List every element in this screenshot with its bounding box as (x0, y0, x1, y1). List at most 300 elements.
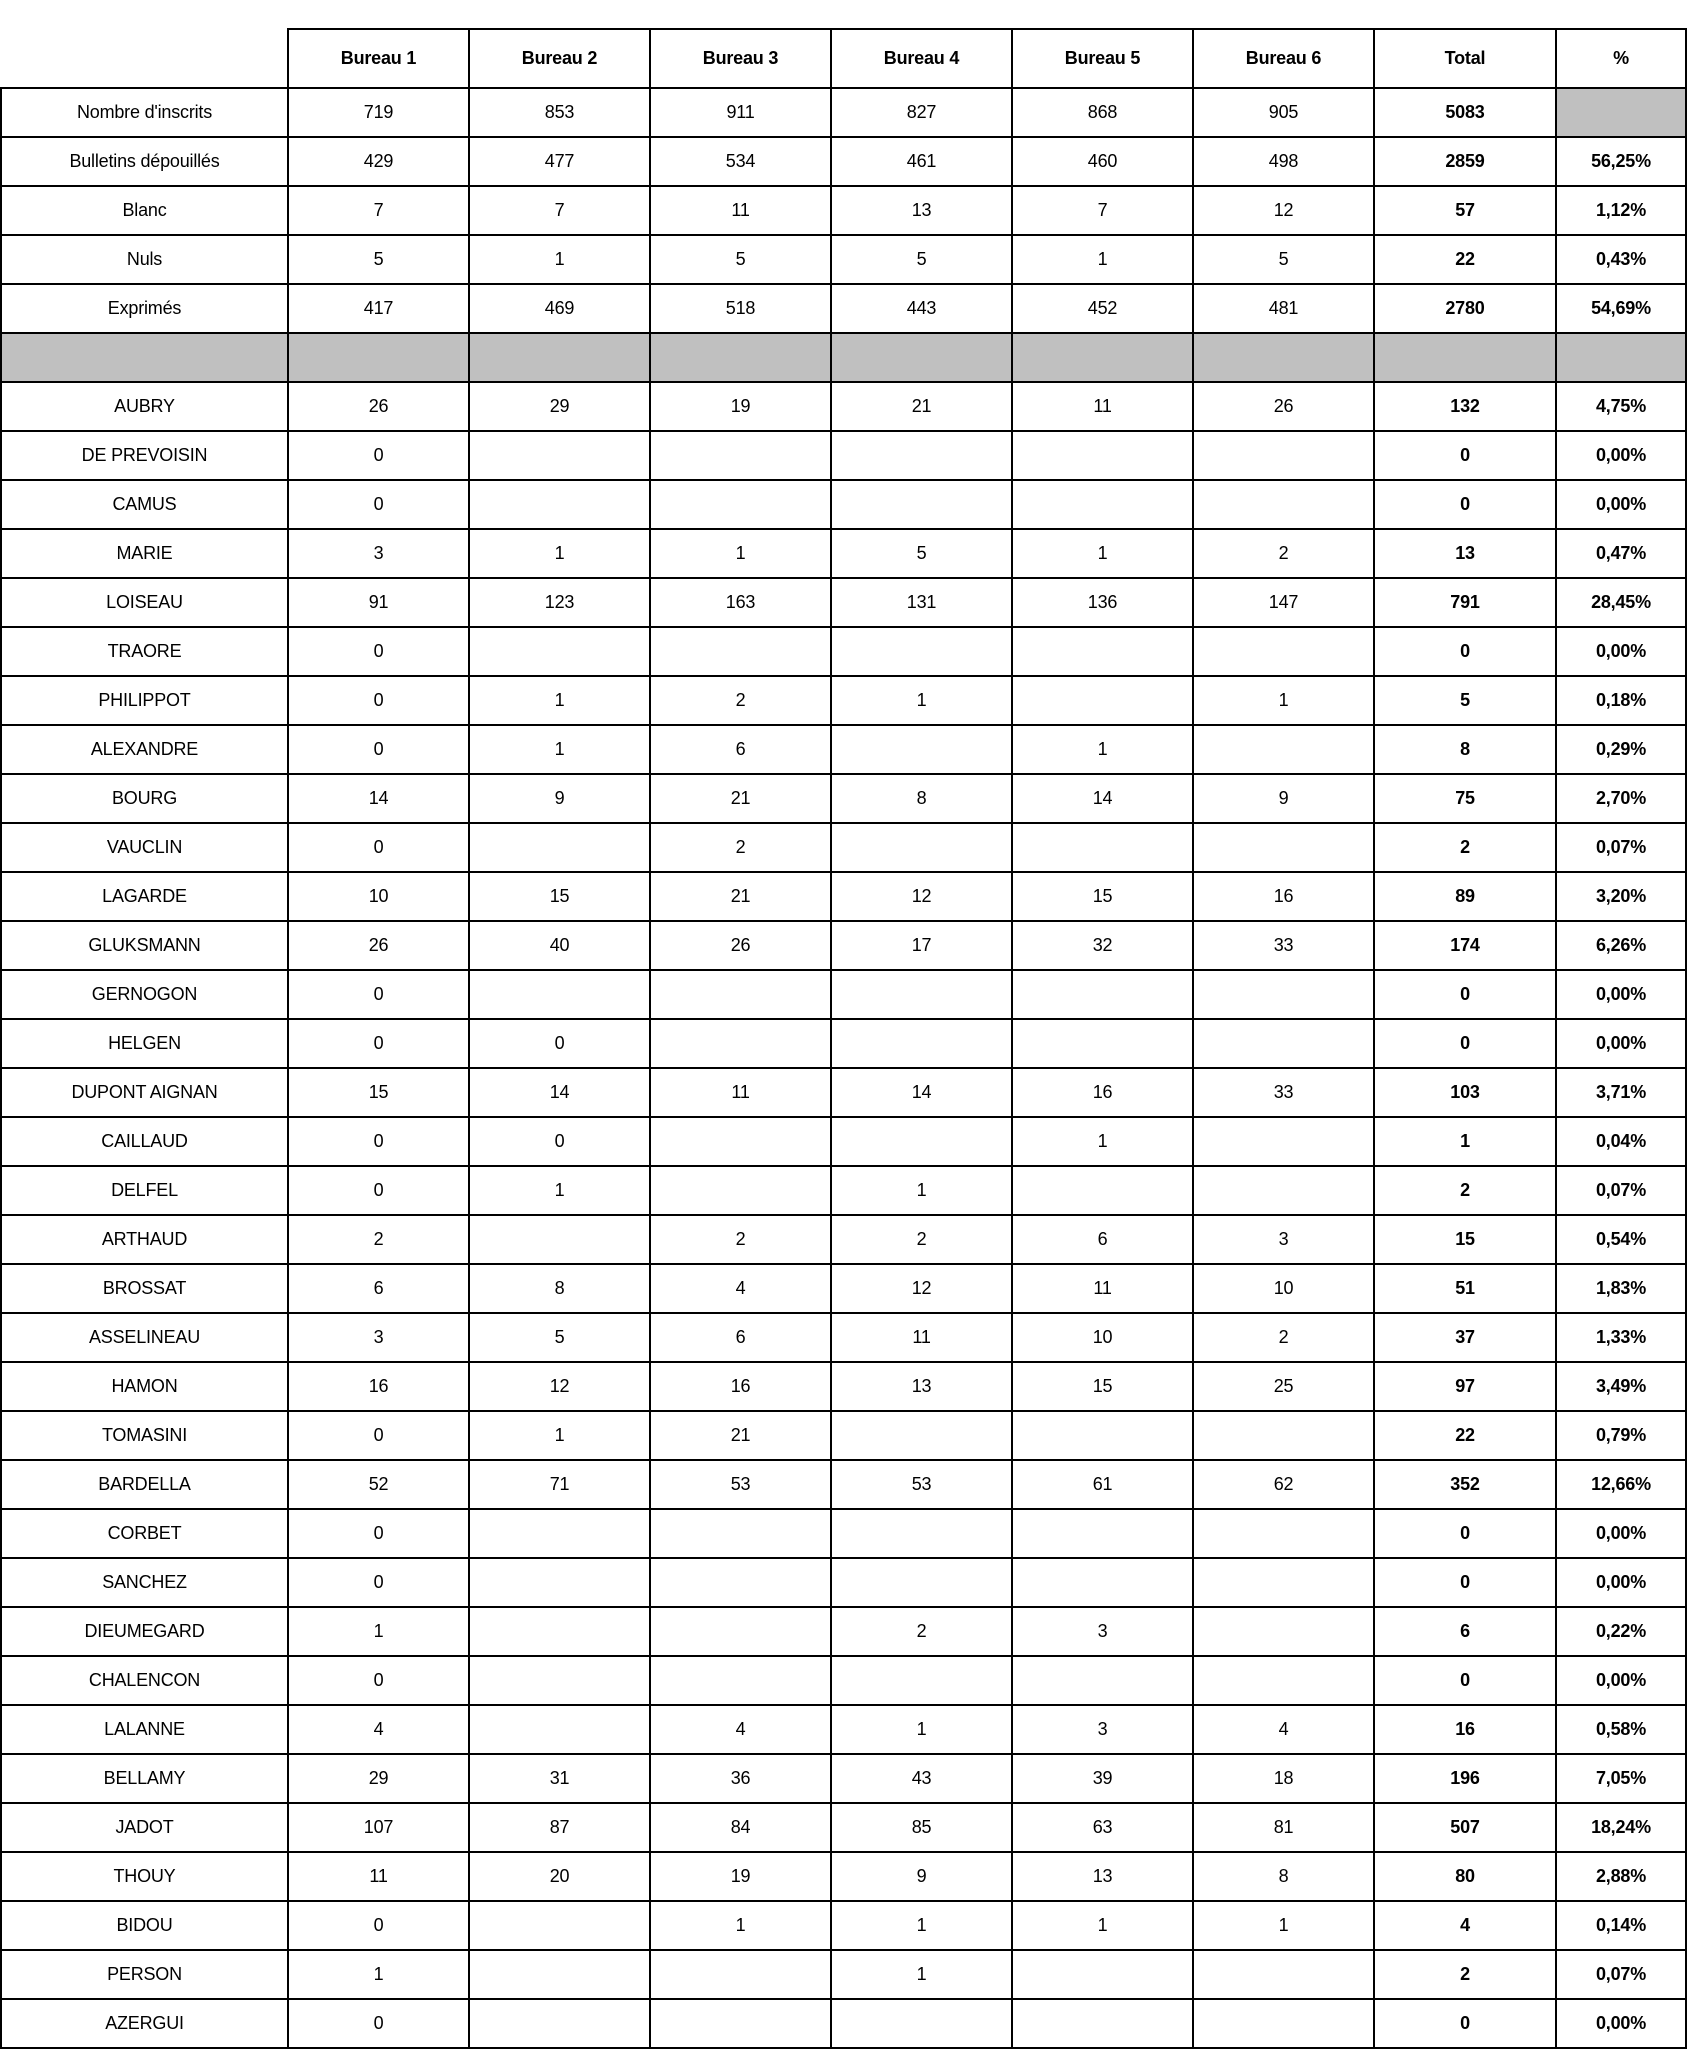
percent-cell: 0,00% (1556, 1019, 1686, 1068)
bureau-4-cell: 11 (831, 1313, 1012, 1362)
row-label: BIDOU (1, 1901, 288, 1950)
row-label: Nombre d'inscrits (1, 88, 288, 137)
row-label: CAMUS (1, 480, 288, 529)
bureau-4-cell (831, 1411, 1012, 1460)
percent-cell: 0,47% (1556, 529, 1686, 578)
candidate-row (1, 921, 1686, 970)
total-cell: 0 (1374, 431, 1556, 480)
bureau-5-cell: 868 (1012, 88, 1193, 137)
bureau-4-cell: 13 (831, 1362, 1012, 1411)
bureau-4-cell (831, 1558, 1012, 1607)
candidate-row (1, 1019, 1686, 1068)
total-cell: 0 (1374, 480, 1556, 529)
bureau-5-cell: 452 (1012, 284, 1193, 333)
bureau-1-cell: 0 (288, 970, 469, 1019)
bureau-1-cell: 0 (288, 1166, 469, 1215)
bureau-2-cell (469, 1656, 650, 1705)
bureau-5-cell: 7 (1012, 186, 1193, 235)
row-label: TOMASINI (1, 1411, 288, 1460)
bureau-4-cell: 131 (831, 578, 1012, 627)
bureau-6-cell: 9 (1193, 774, 1374, 823)
total-cell: 2 (1374, 1166, 1556, 1215)
row-label: PERSON (1, 1950, 288, 1999)
bureau-2-cell: 5 (469, 1313, 650, 1362)
bureau-5-cell: 1 (1012, 1901, 1193, 1950)
bureau-4-cell: 53 (831, 1460, 1012, 1509)
bureau-5-cell: 16 (1012, 1068, 1193, 1117)
candidate-row (1, 1215, 1686, 1264)
candidate-row (1, 1362, 1686, 1411)
bureau-5-cell (1012, 480, 1193, 529)
row-label: ALEXANDRE (1, 725, 288, 774)
bureau-6-cell (1193, 1558, 1374, 1607)
bureau-6-cell: 481 (1193, 284, 1374, 333)
bureau-1-cell: 26 (288, 382, 469, 431)
bureau-3-cell: 163 (650, 578, 831, 627)
bureau-1-cell: 417 (288, 284, 469, 333)
candidate-row (1, 872, 1686, 921)
candidate-row (1, 970, 1686, 1019)
separator-cell (1, 333, 288, 382)
bureau-1-cell: 16 (288, 1362, 469, 1411)
bureau-6-cell (1193, 823, 1374, 872)
row-label: TRAORE (1, 627, 288, 676)
candidate-row (1, 1999, 1686, 2048)
bureau-5-cell (1012, 1558, 1193, 1607)
total-cell: 22 (1374, 235, 1556, 284)
bureau-6-cell: 8 (1193, 1852, 1374, 1901)
row-label: BELLAMY (1, 1754, 288, 1803)
row-label: BROSSAT (1, 1264, 288, 1313)
percent-cell: 0,07% (1556, 1166, 1686, 1215)
bureau-6-cell: 16 (1193, 872, 1374, 921)
bureau-3-cell: 84 (650, 1803, 831, 1852)
bureau-6-cell: 2 (1193, 1313, 1374, 1362)
candidate-row (1, 1754, 1686, 1803)
percent-cell: 28,45% (1556, 578, 1686, 627)
row-label: Exprimés (1, 284, 288, 333)
candidate-row (1, 1901, 1686, 1950)
percent-cell: 0,00% (1556, 1999, 1686, 2048)
bureau-3-cell: 19 (650, 1852, 831, 1901)
candidate-row (1, 1264, 1686, 1313)
bureau-4-cell: 1 (831, 676, 1012, 725)
bureau-4-cell (831, 970, 1012, 1019)
percent-cell: 56,25% (1556, 137, 1686, 186)
bureau-4-cell: 827 (831, 88, 1012, 137)
total-cell: 1 (1374, 1117, 1556, 1166)
bureau-6-cell (1193, 1117, 1374, 1166)
bureau-2-cell: 1 (469, 1411, 650, 1460)
candidate-row (1, 480, 1686, 529)
candidate-row (1, 1117, 1686, 1166)
percent-cell: 6,26% (1556, 921, 1686, 970)
bureau-3-cell: 5 (650, 235, 831, 284)
bureau-1-cell: 15 (288, 1068, 469, 1117)
bureau-5-cell: 39 (1012, 1754, 1193, 1803)
row-label: JADOT (1, 1803, 288, 1852)
bureau-2-cell: 12 (469, 1362, 650, 1411)
bureau-3-cell: 518 (650, 284, 831, 333)
row-label: Bulletins dépouillés (1, 137, 288, 186)
percent-cell: 4,75% (1556, 382, 1686, 431)
total-cell: 103 (1374, 1068, 1556, 1117)
bureau-6-cell (1193, 970, 1374, 1019)
bureau-6-cell: 18 (1193, 1754, 1374, 1803)
bureau-5-cell: 6 (1012, 1215, 1193, 1264)
bureau-1-cell: 1 (288, 1607, 469, 1656)
header-row (1, 29, 1686, 88)
bureau-3-cell: 911 (650, 88, 831, 137)
bureau-4-cell (831, 1019, 1012, 1068)
total-cell: 6 (1374, 1607, 1556, 1656)
bureau-5-cell (1012, 1019, 1193, 1068)
bureau-3-cell: 11 (650, 186, 831, 235)
bureau-4-cell: 13 (831, 186, 1012, 235)
percent-cell: 7,05% (1556, 1754, 1686, 1803)
row-label: SANCHEZ (1, 1558, 288, 1607)
percent-cell: 0,58% (1556, 1705, 1686, 1754)
total-cell: 196 (1374, 1754, 1556, 1803)
bureau-6-cell (1193, 1166, 1374, 1215)
total-cell: 2 (1374, 1950, 1556, 1999)
column-header-bureau-1: Bureau 1 (288, 29, 469, 88)
total-cell: 5 (1374, 676, 1556, 725)
percent-cell: 0,18% (1556, 676, 1686, 725)
bureau-1-cell: 0 (288, 1999, 469, 2048)
candidate-row (1, 676, 1686, 725)
column-header-bureau-5: Bureau 5 (1012, 29, 1193, 88)
bureau-3-cell: 53 (650, 1460, 831, 1509)
row-label: AZERGUI (1, 1999, 288, 2048)
percent-cell: 1,12% (1556, 186, 1686, 235)
bureau-1-cell: 3 (288, 529, 469, 578)
total-cell: 352 (1374, 1460, 1556, 1509)
percent-cell: 1,83% (1556, 1264, 1686, 1313)
bureau-4-cell: 9 (831, 1852, 1012, 1901)
summary-row (1, 186, 1686, 235)
candidate-row (1, 431, 1686, 480)
bureau-2-cell: 123 (469, 578, 650, 627)
row-label: HAMON (1, 1362, 288, 1411)
bureau-3-cell (650, 627, 831, 676)
total-cell: 97 (1374, 1362, 1556, 1411)
total-cell: 4 (1374, 1901, 1556, 1950)
bureau-3-cell: 6 (650, 725, 831, 774)
percent-cell: 0,00% (1556, 1509, 1686, 1558)
candidate-row (1, 1558, 1686, 1607)
bureau-2-cell: 1 (469, 235, 650, 284)
bureau-1-cell: 29 (288, 1754, 469, 1803)
bureau-6-cell: 498 (1193, 137, 1374, 186)
bureau-1-cell: 0 (288, 1117, 469, 1166)
bureau-5-cell: 1 (1012, 1117, 1193, 1166)
bureau-5-cell (1012, 1411, 1193, 1460)
candidate-row (1, 578, 1686, 627)
candidate-row (1, 529, 1686, 578)
percent-cell: 3,20% (1556, 872, 1686, 921)
bureau-5-cell (1012, 1656, 1193, 1705)
row-label: HELGEN (1, 1019, 288, 1068)
bureau-5-cell: 1 (1012, 725, 1193, 774)
bureau-3-cell: 16 (650, 1362, 831, 1411)
bureau-1-cell: 11 (288, 1852, 469, 1901)
bureau-5-cell: 61 (1012, 1460, 1193, 1509)
bureau-3-cell: 21 (650, 872, 831, 921)
bureau-1-cell: 429 (288, 137, 469, 186)
bureau-2-cell: 71 (469, 1460, 650, 1509)
candidate-row (1, 1411, 1686, 1460)
row-label: CAILLAUD (1, 1117, 288, 1166)
bureau-5-cell: 15 (1012, 872, 1193, 921)
bureau-2-cell (469, 1558, 650, 1607)
bureau-3-cell: 11 (650, 1068, 831, 1117)
candidate-row (1, 1705, 1686, 1754)
total-cell: 0 (1374, 1656, 1556, 1705)
bureau-4-cell (831, 1656, 1012, 1705)
bureau-2-cell: 469 (469, 284, 650, 333)
bureau-4-cell (831, 1117, 1012, 1166)
bureau-5-cell: 11 (1012, 1264, 1193, 1313)
bureau-5-cell: 13 (1012, 1852, 1193, 1901)
percent-cell (1556, 88, 1686, 137)
bureau-4-cell: 1 (831, 1705, 1012, 1754)
row-label: DIEUMEGARD (1, 1607, 288, 1656)
bureau-3-cell: 2 (650, 1215, 831, 1264)
bureau-3-cell (650, 1166, 831, 1215)
bureau-2-cell (469, 1215, 650, 1264)
bureau-6-cell (1193, 1950, 1374, 1999)
bureau-3-cell: 21 (650, 774, 831, 823)
bureau-3-cell (650, 1509, 831, 1558)
bureau-4-cell: 85 (831, 1803, 1012, 1852)
row-label: GLUKSMANN (1, 921, 288, 970)
candidate-row (1, 1166, 1686, 1215)
separator-cell (469, 333, 650, 382)
bureau-4-cell (831, 1999, 1012, 2048)
separator-cell (650, 333, 831, 382)
bureau-6-cell: 3 (1193, 1215, 1374, 1264)
summary-section (1, 88, 1686, 333)
bureau-2-cell (469, 1901, 650, 1950)
row-label: LOISEAU (1, 578, 288, 627)
bureau-1-cell: 6 (288, 1264, 469, 1313)
bureau-6-cell: 4 (1193, 1705, 1374, 1754)
bureau-3-cell: 36 (650, 1754, 831, 1803)
bureau-2-cell (469, 431, 650, 480)
bureau-6-cell (1193, 1411, 1374, 1460)
bureau-4-cell: 1 (831, 1901, 1012, 1950)
column-header-bureau-2: Bureau 2 (469, 29, 650, 88)
bureau-6-cell: 905 (1193, 88, 1374, 137)
bureau-2-cell (469, 970, 650, 1019)
bureau-3-cell: 534 (650, 137, 831, 186)
candidate-row (1, 1509, 1686, 1558)
total-cell: 89 (1374, 872, 1556, 921)
total-cell: 57 (1374, 186, 1556, 235)
bureau-1-cell: 91 (288, 578, 469, 627)
row-label: DE PREVOISIN (1, 431, 288, 480)
bureau-1-cell: 0 (288, 431, 469, 480)
candidate-row (1, 725, 1686, 774)
bureau-4-cell: 5 (831, 235, 1012, 284)
bureau-2-cell: 477 (469, 137, 650, 186)
bureau-6-cell: 5 (1193, 235, 1374, 284)
bureau-1-cell: 52 (288, 1460, 469, 1509)
row-label: THOUY (1, 1852, 288, 1901)
bureau-2-cell: 9 (469, 774, 650, 823)
bureau-6-cell (1193, 1999, 1374, 2048)
total-cell: 51 (1374, 1264, 1556, 1313)
percent-cell: 3,49% (1556, 1362, 1686, 1411)
total-cell: 75 (1374, 774, 1556, 823)
bureau-4-cell: 1 (831, 1166, 1012, 1215)
total-cell: 2 (1374, 823, 1556, 872)
bureau-2-cell: 31 (469, 1754, 650, 1803)
bureau-6-cell (1193, 1607, 1374, 1656)
bureau-2-cell: 1 (469, 529, 650, 578)
separator-cell (831, 333, 1012, 382)
column-header-total: Total (1374, 29, 1556, 88)
candidate-row (1, 1852, 1686, 1901)
row-label: MARIE (1, 529, 288, 578)
bureau-6-cell (1193, 725, 1374, 774)
row-label: DELFEL (1, 1166, 288, 1215)
bureau-5-cell: 14 (1012, 774, 1193, 823)
corner-cell (1, 29, 288, 88)
total-cell: 0 (1374, 1558, 1556, 1607)
row-label: ASSELINEAU (1, 1313, 288, 1362)
percent-cell: 12,66% (1556, 1460, 1686, 1509)
row-label: BARDELLA (1, 1460, 288, 1509)
bureau-2-cell: 8 (469, 1264, 650, 1313)
bureau-4-cell: 443 (831, 284, 1012, 333)
candidate-row (1, 1803, 1686, 1852)
bureau-3-cell: 6 (650, 1313, 831, 1362)
percent-cell: 0,79% (1556, 1411, 1686, 1460)
bureau-4-cell: 14 (831, 1068, 1012, 1117)
bureau-3-cell: 19 (650, 382, 831, 431)
bureau-4-cell (831, 627, 1012, 676)
summary-row (1, 88, 1686, 137)
bureau-6-cell: 26 (1193, 382, 1374, 431)
bureau-6-cell: 33 (1193, 921, 1374, 970)
row-label: ARTHAUD (1, 1215, 288, 1264)
bureau-4-cell: 21 (831, 382, 1012, 431)
percent-cell: 0,14% (1556, 1901, 1686, 1950)
summary-row (1, 137, 1686, 186)
candidate-row (1, 1460, 1686, 1509)
percent-cell: 0,29% (1556, 725, 1686, 774)
percent-cell: 3,71% (1556, 1068, 1686, 1117)
bureau-2-cell: 40 (469, 921, 650, 970)
bureau-2-cell: 14 (469, 1068, 650, 1117)
bureau-3-cell (650, 1656, 831, 1705)
bureau-2-cell: 20 (469, 1852, 650, 1901)
bureau-2-cell: 1 (469, 676, 650, 725)
bureau-1-cell: 107 (288, 1803, 469, 1852)
bureau-1-cell: 2 (288, 1215, 469, 1264)
bureau-2-cell: 853 (469, 88, 650, 137)
bureau-4-cell (831, 725, 1012, 774)
bureau-5-cell (1012, 1950, 1193, 1999)
bureau-2-cell (469, 1607, 650, 1656)
bureau-6-cell (1193, 1019, 1374, 1068)
bureau-3-cell: 21 (650, 1411, 831, 1460)
total-cell: 791 (1374, 578, 1556, 627)
bureau-6-cell: 81 (1193, 1803, 1374, 1852)
percent-cell: 0,00% (1556, 431, 1686, 480)
row-label: CHALENCON (1, 1656, 288, 1705)
percent-cell: 0,04% (1556, 1117, 1686, 1166)
bureau-1-cell: 0 (288, 1901, 469, 1950)
percent-cell: 2,70% (1556, 774, 1686, 823)
bureau-4-cell: 2 (831, 1607, 1012, 1656)
percent-cell: 0,43% (1556, 235, 1686, 284)
bureau-5-cell: 136 (1012, 578, 1193, 627)
bureau-2-cell (469, 1509, 650, 1558)
bureau-6-cell (1193, 480, 1374, 529)
total-cell: 37 (1374, 1313, 1556, 1362)
bureau-6-cell (1193, 627, 1374, 676)
bureau-1-cell: 0 (288, 676, 469, 725)
results-sheet (0, 28, 1687, 2049)
candidate-row (1, 1950, 1686, 1999)
summary-row (1, 284, 1686, 333)
bureau-2-cell: 87 (469, 1803, 650, 1852)
bureau-3-cell: 1 (650, 529, 831, 578)
percent-cell: 0,54% (1556, 1215, 1686, 1264)
bureau-1-cell: 0 (288, 1411, 469, 1460)
row-label: LALANNE (1, 1705, 288, 1754)
percent-cell: 0,00% (1556, 1558, 1686, 1607)
row-label: CORBET (1, 1509, 288, 1558)
bureau-3-cell: 4 (650, 1264, 831, 1313)
candidate-row (1, 382, 1686, 431)
percent-cell: 18,24% (1556, 1803, 1686, 1852)
bureau-3-cell (650, 1019, 831, 1068)
bureau-4-cell: 12 (831, 872, 1012, 921)
bureau-2-cell: 0 (469, 1117, 650, 1166)
bureau-3-cell: 2 (650, 676, 831, 725)
candidate-row (1, 823, 1686, 872)
row-label: VAUCLIN (1, 823, 288, 872)
row-label: AUBRY (1, 382, 288, 431)
bureau-1-cell: 0 (288, 480, 469, 529)
bureau-4-cell: 12 (831, 1264, 1012, 1313)
bureau-3-cell (650, 1999, 831, 2048)
total-cell: 80 (1374, 1852, 1556, 1901)
candidates-section (1, 333, 1686, 2048)
bureau-1-cell: 1 (288, 1950, 469, 1999)
total-cell: 0 (1374, 1509, 1556, 1558)
bureau-3-cell (650, 1950, 831, 1999)
bureau-1-cell: 0 (288, 823, 469, 872)
total-cell: 13 (1374, 529, 1556, 578)
bureau-5-cell: 32 (1012, 921, 1193, 970)
candidate-row (1, 1068, 1686, 1117)
bureau-5-cell: 10 (1012, 1313, 1193, 1362)
bureau-3-cell: 1 (650, 1901, 831, 1950)
percent-cell: 0,00% (1556, 480, 1686, 529)
total-cell: 8 (1374, 725, 1556, 774)
row-label: BOURG (1, 774, 288, 823)
bureau-5-cell (1012, 1999, 1193, 2048)
bureau-2-cell: 15 (469, 872, 650, 921)
candidate-row (1, 627, 1686, 676)
bureau-6-cell (1193, 431, 1374, 480)
total-cell: 0 (1374, 970, 1556, 1019)
